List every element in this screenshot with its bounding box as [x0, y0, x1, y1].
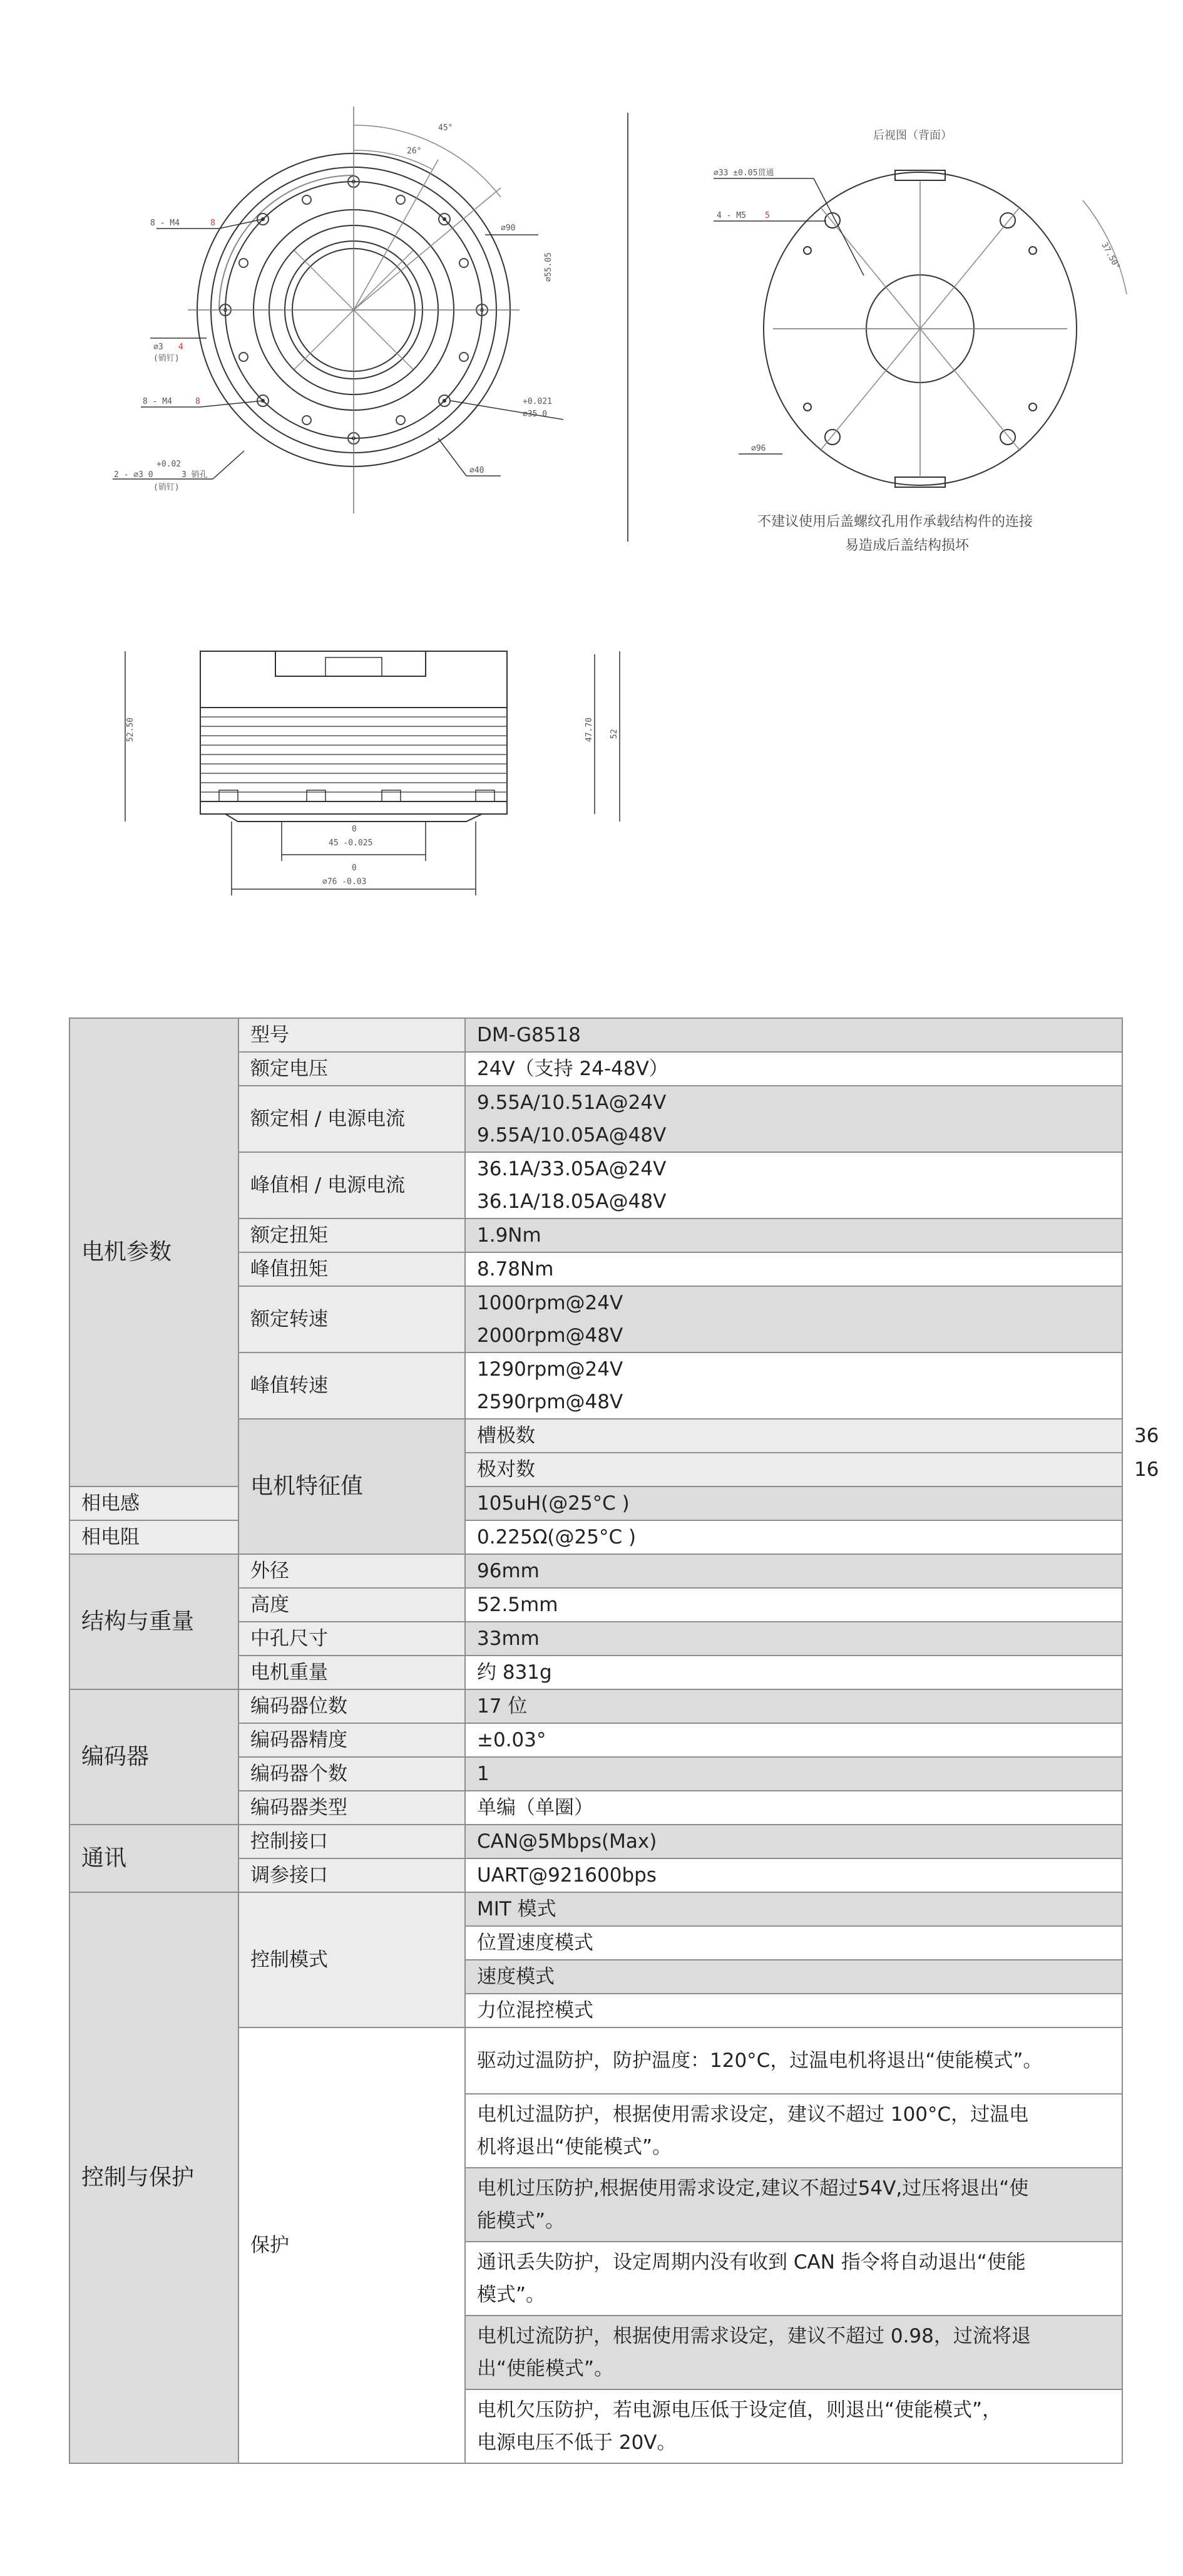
protection-comm-loss-line2: 模式”。 — [477, 2284, 546, 2306]
value-voltage: 24V（支持 24-48V） — [465, 1052, 1122, 1086]
table-row — [69, 1018, 1122, 1052]
value-peak-current — [465, 1152, 1122, 1218]
label-control-mode: 控制模式 — [238, 1892, 465, 2027]
value-mode-speed: 速度模式 — [465, 1960, 1122, 1994]
protection-comm-loss-line1: 通讯丢失防护，设定周期内没有收到 CAN 指令将自动退出“使能 — [477, 2251, 1026, 2274]
table-row — [69, 1892, 1122, 1926]
spec-table — [69, 1018, 1159, 2464]
protection-overcurrent-line2: 出“使能模式”。 — [477, 2357, 614, 2380]
callout-pin-depth: 4 — [178, 343, 183, 352]
drawing-canvas — [0, 0, 1183, 1002]
label-peak-torque: 峰值扭矩 — [238, 1252, 465, 1286]
value-mode-position-speed: 位置速度模式 — [465, 1926, 1122, 1960]
value-rated-speed — [465, 1286, 1122, 1352]
callout-2-pin-hole: 2 - ⌀3 0 — [114, 470, 153, 480]
group-characteristic: 电机特征值 — [238, 1419, 465, 1554]
callout-depth-top: 8 — [210, 219, 215, 228]
callout-8-m4-top: 8 - M4 — [150, 219, 180, 228]
value-debug-interface: UART@921600bps — [465, 1858, 1122, 1892]
table-row: 极对数 16 — [69, 1453, 1122, 1486]
value-peak-speed — [465, 1352, 1122, 1419]
peak-current-48v: 36.1A/18.05A@48V — [477, 1190, 667, 1213]
label-inductance: 相电感 — [69, 1486, 238, 1520]
callout-height-47-7: 47.70 — [585, 717, 594, 742]
table-row — [69, 1825, 1122, 1858]
callout-tol-zero-1: 0 — [352, 825, 357, 834]
front-view-drawing — [113, 106, 563, 513]
label-voltage: 额定电压 — [238, 1052, 465, 1086]
callout-dia-90: ⌀90 — [501, 224, 516, 233]
label-weight: 电机重量 — [238, 1656, 465, 1689]
protection-motor-temp-line2: 机将退出“使能模式”。 — [477, 2136, 672, 2158]
callout-pin-note-2: (销钉) — [153, 483, 180, 492]
value-protection-undervoltage — [465, 2389, 1122, 2463]
value-diameter: 96mm — [465, 1554, 1122, 1588]
value-inductance: 105uH(@25°C ) — [465, 1486, 1122, 1520]
callout-dia-45: 45 -0.025 — [329, 838, 373, 848]
callout-angle-26: 26° — [407, 147, 422, 156]
label-encoder-count: 编码器个数 — [238, 1757, 465, 1791]
label-protection: 保护 — [238, 2027, 465, 2463]
callout-m5-depth: 5 — [765, 211, 770, 220]
callout-depth-bottom: 8 — [195, 397, 200, 406]
group-encoder: 编码器 — [69, 1689, 238, 1825]
group-structure: 结构与重量 — [69, 1554, 238, 1689]
value-mode-mit: MIT 模式 — [465, 1892, 1122, 1926]
protection-overcurrent-line1: 电机过流防护，根据使用需求设定，建议不超过 0.98，过流将退 — [477, 2325, 1031, 2347]
label-resistance: 相电阻 — [69, 1520, 238, 1554]
rear-view-drawing — [714, 170, 1127, 487]
value-encoder-count: 1 — [465, 1757, 1122, 1791]
value-weight: 约 831g — [465, 1656, 1122, 1689]
group-control: 控制与保护 — [69, 1892, 238, 2463]
label-rated-speed: 额定转速 — [238, 1286, 465, 1352]
value-protection-driver-temp: 驱动过温防护，防护温度：120°C，过温电机将退出“使能模式”。 — [465, 2027, 1122, 2094]
label-height: 高度 — [238, 1588, 465, 1622]
protection-undervoltage-line2: 电源电压不低于 20V。 — [477, 2431, 677, 2454]
value-model: DM-G8518 — [465, 1018, 1122, 1052]
rated-current-48v: 9.55A/10.05A@48V — [477, 1124, 667, 1146]
callout-4-m5: 4 - M5 — [717, 211, 746, 220]
value-protection-comm-loss — [465, 2242, 1122, 2316]
peak-speed-48v: 2590rpm@48V — [477, 1391, 623, 1413]
group-comm: 通讯 — [69, 1825, 238, 1892]
value-peak-torque: 8.78Nm — [465, 1252, 1122, 1286]
rear-view-caption: 后视图（背面） — [873, 129, 952, 142]
side-view-drawing — [125, 651, 620, 895]
table-row — [69, 1689, 1122, 1723]
value-hole: 33mm — [465, 1622, 1122, 1656]
rated-speed-24v: 1000rpm@24V — [477, 1292, 623, 1314]
technical-drawings — [0, 0, 1183, 1002]
value-protection-motor-temp — [465, 2094, 1122, 2168]
value-encoder-type: 单编（单圈） — [465, 1791, 1122, 1825]
value-height: 52.5mm — [465, 1588, 1122, 1622]
callout-8-m4-bottom: 8 - M4 — [143, 397, 172, 406]
protection-overvoltage-line1: 电机过压防护,根据使用需求设定,建议不超过54V,过压将退出“使 — [477, 2177, 1029, 2200]
label-slots: 槽极数 — [465, 1419, 1122, 1453]
table-row — [69, 1486, 1122, 1520]
protection-undervoltage-line1: 电机欠压防护，若电源电压低于设定值，则退出“使能模式”， — [477, 2399, 1002, 2421]
label-encoder-type: 编码器类型 — [238, 1791, 465, 1825]
label-encoder-precision: 编码器精度 — [238, 1723, 465, 1757]
callout-dia-40: ⌀40 — [469, 466, 484, 475]
value-resistance: 0.225Ω(@25°C ) — [465, 1520, 1122, 1554]
callout-height-52: 52 — [610, 729, 619, 739]
callout-angle-45: 45° — [438, 123, 453, 133]
group-motor: 电机参数 — [69, 1018, 238, 1486]
value-protection-overcurrent — [465, 2316, 1122, 2389]
callout-height-52-5: 52.50 — [126, 717, 135, 742]
callout-angle-37-5: 37.50° — [1099, 240, 1122, 272]
label-poles: 极对数 — [465, 1453, 1122, 1486]
callout-tolerance: +0.02 — [156, 460, 182, 469]
label-peak-current: 峰值相 / 电源电流 — [238, 1152, 465, 1218]
table-row: 电机特征值 槽极数 36 — [69, 1419, 1122, 1453]
value-rated-current — [465, 1086, 1122, 1152]
value-mode-force-position: 力位混控模式 — [465, 1994, 1122, 2027]
protection-overvoltage-line2: 能模式”。 — [477, 2210, 565, 2232]
table-row — [69, 1554, 1122, 1588]
label-diameter: 外径 — [238, 1554, 465, 1588]
callout-dia-35: ⌀35 0 — [523, 410, 548, 419]
value-encoder-bits: 17 位 — [465, 1689, 1122, 1723]
callout-through-hole: ⌀33 ±0.05贯通 — [714, 168, 774, 178]
label-debug-interface: 调参接口 — [238, 1858, 465, 1892]
value-protection-overvoltage — [465, 2168, 1122, 2242]
label-model: 型号 — [238, 1018, 465, 1052]
value-encoder-precision: ±0.03° — [465, 1723, 1122, 1757]
protection-motor-temp-line1: 电机过温防护，根据使用需求设定，建议不超过 100°C，过温电 — [477, 2103, 1029, 2126]
rear-view-note-line2: 易造成后盖结构损坏 — [845, 538, 970, 554]
rear-view-note-line1: 不建议使用后盖螺纹孔用作承载结构件的连接 — [757, 514, 1033, 530]
callout-dia-55: ⌀55.05 — [544, 252, 553, 282]
label-peak-speed: 峰值转速 — [238, 1352, 465, 1419]
label-encoder-bits: 编码器位数 — [238, 1689, 465, 1723]
peak-current-24v: 36.1A/33.05A@24V — [477, 1158, 667, 1180]
callout-tol-zero-2: 0 — [352, 863, 357, 873]
value-rated-torque: 1.9Nm — [465, 1218, 1122, 1252]
label-rated-torque: 额定扭矩 — [238, 1218, 465, 1252]
callout-pin-note: (销钉) — [153, 354, 180, 363]
callout-pin-diameter: ⌀3 — [153, 343, 163, 352]
table-row — [69, 1520, 1122, 1554]
callout-pin-hole-label: 3 销孔 — [182, 470, 208, 480]
label-rated-current: 额定相 / 电源电流 — [238, 1086, 465, 1152]
rated-current-24v: 9.55A/10.51A@24V — [477, 1091, 667, 1114]
callout-tol-021: +0.021 — [523, 397, 552, 406]
peak-speed-24v: 1290rpm@24V — [477, 1358, 623, 1381]
value-control-interface: CAN@5Mbps(Max) — [465, 1825, 1122, 1858]
rated-speed-48v: 2000rpm@48V — [477, 1324, 623, 1347]
callout-dia-96: ⌀96 — [751, 444, 766, 453]
label-hole: 中孔尺寸 — [238, 1622, 465, 1656]
label-control-interface: 控制接口 — [238, 1825, 465, 1858]
callout-dia-76: ⌀76 -0.03 — [322, 877, 367, 887]
